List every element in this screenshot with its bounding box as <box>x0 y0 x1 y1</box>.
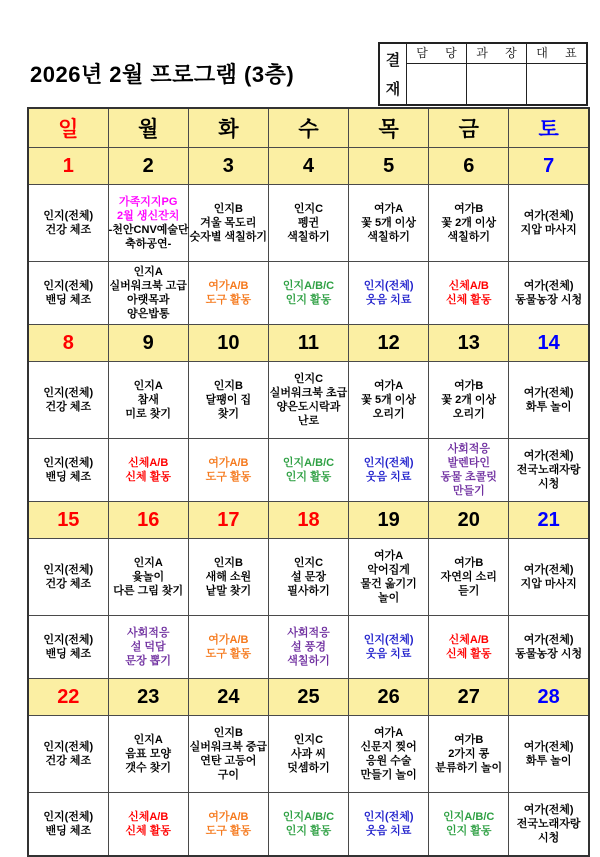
activity-line: 신체A/B <box>448 279 489 292</box>
approval-stamp-char: 재 <box>385 81 401 98</box>
date-cell: 23 <box>108 679 188 716</box>
date-cell: 17 <box>188 502 268 539</box>
weekday-cell: 화 <box>188 108 268 148</box>
activity-line: 도구 활동 <box>205 294 252 306</box>
activity-line: 여가A/B <box>208 633 249 646</box>
activity-line: 인지(전체) <box>43 633 94 646</box>
activity-cell <box>108 793 188 857</box>
page-title: 2026년 2월 프로그램 (3층) <box>30 62 295 87</box>
activity-row <box>28 185 589 262</box>
activity-line: 인지(전체) <box>43 810 94 823</box>
activity-line: 색칠하기 <box>287 231 330 244</box>
weekday-cell: 수 <box>268 108 348 148</box>
activity-line: 신체 활동 <box>445 294 492 306</box>
date-cell: 15 <box>28 502 108 539</box>
activity-line: 신체A/B <box>128 456 169 469</box>
activity-line: 색칠하기 <box>447 231 491 244</box>
activity-line: 덧셈하기 <box>287 762 330 775</box>
activity-line: 인지A <box>133 556 163 569</box>
date-cell: 2 <box>108 148 188 185</box>
approval-col-header-daepyo: 대 표 <box>527 44 586 64</box>
activity-line: 겨울 목도리 <box>200 216 257 229</box>
date-cell: 9 <box>108 325 188 362</box>
activity-line: 신체 활동 <box>445 648 492 660</box>
activity-cell <box>108 362 188 439</box>
activity-line: 사과 씨 <box>291 747 326 760</box>
activity-line: 여가(전체) <box>523 386 574 399</box>
weekday-cell: 일 <box>28 108 108 148</box>
activity-line: 동물농장 시청 <box>515 648 583 660</box>
activity-cell <box>28 539 108 616</box>
date-row <box>28 325 589 362</box>
activity-line: 인지(전체) <box>363 633 414 646</box>
activity-cell <box>429 185 509 262</box>
activity-cell <box>429 793 509 857</box>
calendar-body <box>28 148 589 857</box>
activity-line: 인지A/B/C <box>282 810 335 823</box>
activity-line: 여가A <box>374 549 404 562</box>
activity-line: 구이 <box>217 769 239 782</box>
activity-line: 여가(전체) <box>523 563 574 576</box>
activity-line: 인지(전체) <box>43 386 94 399</box>
activity-line: 물건 옮기기 <box>360 578 417 590</box>
activity-line: 화투 놀이 <box>525 755 572 767</box>
activity-cell <box>108 439 188 502</box>
activity-line: 다른 그림 찾기 <box>113 585 184 598</box>
activity-line: 꽃 5개 이상 <box>361 393 416 406</box>
activity-cell <box>268 616 348 679</box>
activity-line: 전국노래자랑 <box>516 817 581 830</box>
activity-line: 여가B <box>454 556 484 569</box>
activity-cell <box>108 539 188 616</box>
activity-line: 설 풍경 <box>291 640 326 653</box>
activity-line: 인지C <box>293 733 324 746</box>
activity-line: 인지(전체) <box>43 563 94 576</box>
activity-cell <box>509 793 589 857</box>
activity-line: 꽃 5개 이상 <box>361 216 416 229</box>
activity-line: 인지(전체) <box>43 209 94 222</box>
activity-line: 여가(전체) <box>523 633 574 646</box>
activity-cell <box>509 616 589 679</box>
activity-line: 양은밥통 <box>126 308 170 321</box>
activity-line: 달팽이 집 <box>205 393 252 406</box>
activity-cell <box>429 439 509 502</box>
activity-cell <box>509 716 589 793</box>
activity-line: 실버워크북 중급 <box>189 740 268 753</box>
activity-cell <box>349 362 429 439</box>
activity-cell <box>28 793 108 857</box>
activity-line: 시청 <box>538 832 560 845</box>
activity-cell <box>349 616 429 679</box>
activity-line: 밴딩 체조 <box>45 648 92 660</box>
activity-line: 도구 활동 <box>205 825 252 837</box>
activity-line: 사회적응 <box>447 442 491 455</box>
approval-columns <box>407 44 586 104</box>
activity-line: 양은도시락과 <box>276 401 341 413</box>
activity-line: 여가(전체) <box>523 209 574 222</box>
activity-line: 인지B <box>213 379 243 392</box>
activity-cell <box>108 262 188 325</box>
activity-line: 여가B <box>454 202 484 215</box>
activity-line: 지압 마사지 <box>520 224 577 236</box>
approval-column <box>466 44 526 104</box>
activity-line: 인지(전체) <box>363 279 414 292</box>
activity-cell <box>188 793 268 857</box>
activity-cell <box>509 439 589 502</box>
activity-line: 필사하기 <box>287 585 330 598</box>
activity-line: 응원 수술 <box>365 755 412 767</box>
activity-line: 도구 활동 <box>205 648 252 660</box>
activity-cell <box>268 185 348 262</box>
activity-cell <box>28 439 108 502</box>
activity-line: 자연의 소리 <box>440 570 497 583</box>
activity-line: 동물농장 시청 <box>515 294 583 306</box>
activity-line: 꽃 2개 이상 <box>441 216 497 229</box>
activity-line: 여가B <box>454 379 484 392</box>
activity-line: 인지C <box>293 372 324 385</box>
date-cell: 6 <box>429 148 509 185</box>
activity-row <box>28 439 589 502</box>
activity-line: 만들기 놀이 <box>360 769 417 782</box>
activity-line: 인지 활동 <box>285 471 332 483</box>
approval-stamp-label <box>380 44 407 104</box>
activity-line: 윷놀이 <box>132 570 165 583</box>
weekday-cell: 목 <box>349 108 429 148</box>
activity-line: 듣기 <box>458 585 480 598</box>
date-cell: 24 <box>188 679 268 716</box>
approval-col-header-damdang: 담 당 <box>407 44 466 64</box>
activity-line: 신체 활동 <box>125 471 171 483</box>
activity-line: 인지B <box>213 202 243 215</box>
activity-cell <box>188 362 268 439</box>
activity-line: 아랫목과 <box>126 294 170 306</box>
activity-cell <box>268 362 348 439</box>
calendar-table <box>27 107 590 857</box>
date-cell: 4 <box>268 148 348 185</box>
activity-line: 새해 소원 <box>205 570 252 583</box>
activity-row <box>28 262 589 325</box>
activity-line: 사회적응 <box>126 626 170 639</box>
weekday-header-row <box>28 108 589 148</box>
activity-line: 여가(전체) <box>523 279 574 292</box>
activity-cell <box>349 185 429 262</box>
date-row <box>28 502 589 539</box>
approval-signature-box <box>527 64 586 104</box>
activity-line: 웃음 치료 <box>365 648 412 660</box>
activity-line: 시청 <box>538 478 560 491</box>
activity-line: 참새 <box>137 393 159 406</box>
approval-column <box>407 44 466 104</box>
activity-line: 숫자별 색칠하기 <box>189 231 268 244</box>
calendar-header <box>28 108 589 148</box>
date-cell: 7 <box>509 148 589 185</box>
activity-line: 발렌타인 <box>447 456 491 469</box>
activity-cell <box>108 616 188 679</box>
activity-line: 사회적응 <box>287 626 330 639</box>
activity-line: 분류하기 놀이 <box>435 762 503 775</box>
activity-line: 연탄 고등어 <box>200 755 257 767</box>
activity-line: 여가(전체) <box>523 803 574 816</box>
date-row <box>28 679 589 716</box>
activity-cell <box>188 185 268 262</box>
activity-line: 웃음 치료 <box>365 825 412 837</box>
date-cell: 21 <box>509 502 589 539</box>
weekday-cell: 월 <box>108 108 188 148</box>
activity-line: 악어집게 <box>367 563 410 576</box>
activity-cell <box>349 539 429 616</box>
activity-line: 갯수 찾기 <box>125 762 171 775</box>
activity-line: 인지A/B/C <box>282 456 335 469</box>
activity-cell <box>28 185 108 262</box>
date-cell: 16 <box>108 502 188 539</box>
date-cell: 13 <box>429 325 509 362</box>
approval-signature-box <box>407 64 466 104</box>
activity-line: 밴딩 체조 <box>45 825 92 837</box>
activity-cell <box>268 793 348 857</box>
activity-line: 실버워크북 초급 <box>269 386 348 399</box>
weekday-cell: 토 <box>509 108 589 148</box>
activity-line: 밴딩 체조 <box>45 294 92 306</box>
activity-line: 인지 활동 <box>285 294 332 306</box>
activity-row <box>28 362 589 439</box>
activity-cell <box>349 262 429 325</box>
activity-line: 축하공연- <box>125 238 172 251</box>
activity-cell <box>349 793 429 857</box>
date-cell: 3 <box>188 148 268 185</box>
activity-cell <box>509 539 589 616</box>
activity-line: 문장 뽑기 <box>125 655 171 668</box>
activity-line: 찾기 <box>217 408 239 421</box>
activity-cell <box>349 716 429 793</box>
activity-line: 인지(전체) <box>363 456 414 469</box>
activity-line: 여가A/B <box>208 810 249 823</box>
date-cell: 22 <box>28 679 108 716</box>
activity-line: 만들기 <box>452 485 485 498</box>
activity-cell <box>108 185 188 262</box>
activity-row <box>28 716 589 793</box>
activity-line: 낱말 찾기 <box>205 585 252 598</box>
date-cell: 27 <box>429 679 509 716</box>
activity-line: 지압 마사지 <box>520 578 577 590</box>
activity-line: 여가(전체) <box>523 740 574 753</box>
approval-stamp-char: 결 <box>385 52 401 69</box>
activity-line: 인지C <box>293 202 324 215</box>
date-cell: 11 <box>268 325 348 362</box>
activity-cell <box>429 539 509 616</box>
activity-line: 설 덕담 <box>130 640 166 653</box>
activity-line: 동물 초콜릿 <box>440 471 497 483</box>
activity-line: 오리기 <box>372 408 405 421</box>
activity-line: 음표 모양 <box>125 747 171 760</box>
activity-line: 도구 활동 <box>205 471 252 483</box>
activity-line: 인지A/B/C <box>282 279 335 292</box>
activity-cell <box>28 616 108 679</box>
activity-cell <box>509 185 589 262</box>
activity-cell <box>429 616 509 679</box>
activity-line: 색칠하기 <box>287 655 330 668</box>
activity-cell <box>509 362 589 439</box>
activity-cell <box>28 362 108 439</box>
date-cell: 10 <box>188 325 268 362</box>
activity-line: 건강 체조 <box>45 755 92 767</box>
activity-line: 인지A <box>133 379 163 392</box>
activity-row <box>28 793 589 857</box>
date-cell: 14 <box>509 325 589 362</box>
activity-line: 여가A/B <box>208 279 249 292</box>
activity-line: 건강 체조 <box>45 578 92 590</box>
activity-line: 화투 놀이 <box>525 401 572 413</box>
activity-line: 인지A <box>133 733 163 746</box>
activity-cell <box>429 362 509 439</box>
activity-line: 여가A <box>374 379 404 392</box>
date-cell: 26 <box>349 679 429 716</box>
activity-line: 밴딩 체조 <box>45 471 92 483</box>
date-cell: 18 <box>268 502 348 539</box>
activity-cell <box>268 539 348 616</box>
approval-signature-box <box>467 64 526 104</box>
activity-line: 건강 체조 <box>45 401 92 413</box>
date-cell: 28 <box>509 679 589 716</box>
activity-row <box>28 616 589 679</box>
activity-row <box>28 539 589 616</box>
activity-line: 신문지 찢어 <box>360 740 417 753</box>
activity-cell <box>509 262 589 325</box>
activity-line: 미로 찾기 <box>125 408 171 421</box>
activity-line: 실버워크북 고급 <box>109 279 187 292</box>
activity-cell <box>188 716 268 793</box>
activity-line: 인지B <box>213 556 243 569</box>
date-row <box>28 148 589 185</box>
activity-line: 2월 생신잔치 <box>117 209 180 222</box>
activity-line: 가족지지PG <box>119 195 178 208</box>
date-cell: 5 <box>349 148 429 185</box>
activity-line: 인지(전체) <box>363 810 414 823</box>
activity-line: 난로 <box>297 415 320 428</box>
activity-line: 설 문장 <box>291 570 326 583</box>
activity-line: 인지 활동 <box>445 825 492 837</box>
activity-line: 웃음 치료 <box>365 471 412 483</box>
activity-line: 인지 활동 <box>285 825 332 837</box>
activity-line: 인지C <box>293 556 324 569</box>
activity-line: 인지(전체) <box>43 740 94 753</box>
activity-cell <box>268 262 348 325</box>
activity-cell <box>188 539 268 616</box>
activity-line: 2가지 콩 <box>448 747 490 760</box>
activity-line: 여가A <box>374 726 404 739</box>
activity-line: 웃음 치료 <box>365 294 412 306</box>
activity-line: 신체A/B <box>128 810 169 823</box>
activity-line: 꽃 2개 이상 <box>441 393 497 406</box>
activity-line: 신체 활동 <box>125 825 171 837</box>
activity-line: 인지A/B/C <box>443 810 495 823</box>
activity-cell <box>188 616 268 679</box>
activity-line: 건강 체조 <box>45 224 92 236</box>
approval-column <box>526 44 586 104</box>
activity-line: 여가A/B <box>208 456 249 469</box>
activity-cell <box>108 716 188 793</box>
activity-line: 신체A/B <box>448 633 489 646</box>
activity-line: 인지(전체) <box>43 456 94 469</box>
activity-cell <box>188 439 268 502</box>
activity-cell <box>28 716 108 793</box>
activity-line: 여가(전체) <box>523 449 574 462</box>
weekday-cell: 금 <box>429 108 509 148</box>
activity-cell <box>268 716 348 793</box>
activity-cell <box>28 262 108 325</box>
date-cell: 19 <box>349 502 429 539</box>
activity-line: 여가B <box>454 733 484 746</box>
activity-line: 인지(전체) <box>43 279 94 292</box>
date-cell: 1 <box>28 148 108 185</box>
date-cell: 12 <box>349 325 429 362</box>
activity-cell <box>429 716 509 793</box>
activity-line: 색칠하기 <box>367 231 410 244</box>
activity-line: 인지A <box>133 265 163 278</box>
activity-line: 전국노래자랑 <box>516 463 581 476</box>
date-cell: 20 <box>429 502 509 539</box>
approval-table <box>378 42 588 106</box>
date-cell: 8 <box>28 325 108 362</box>
activity-line: 펭귄 <box>297 216 320 229</box>
activity-cell <box>429 262 509 325</box>
activity-line: -천안CNV예술단 <box>108 224 189 236</box>
activity-cell <box>188 262 268 325</box>
activity-line: 여가A <box>374 202 404 215</box>
activity-line: 놀이 <box>378 592 400 605</box>
activity-line: 인지B <box>213 726 243 739</box>
activity-cell <box>268 439 348 502</box>
date-cell: 25 <box>268 679 348 716</box>
approval-col-header-gwajang: 과 장 <box>467 44 526 64</box>
activity-cell <box>349 439 429 502</box>
activity-line: 오리기 <box>452 408 485 421</box>
